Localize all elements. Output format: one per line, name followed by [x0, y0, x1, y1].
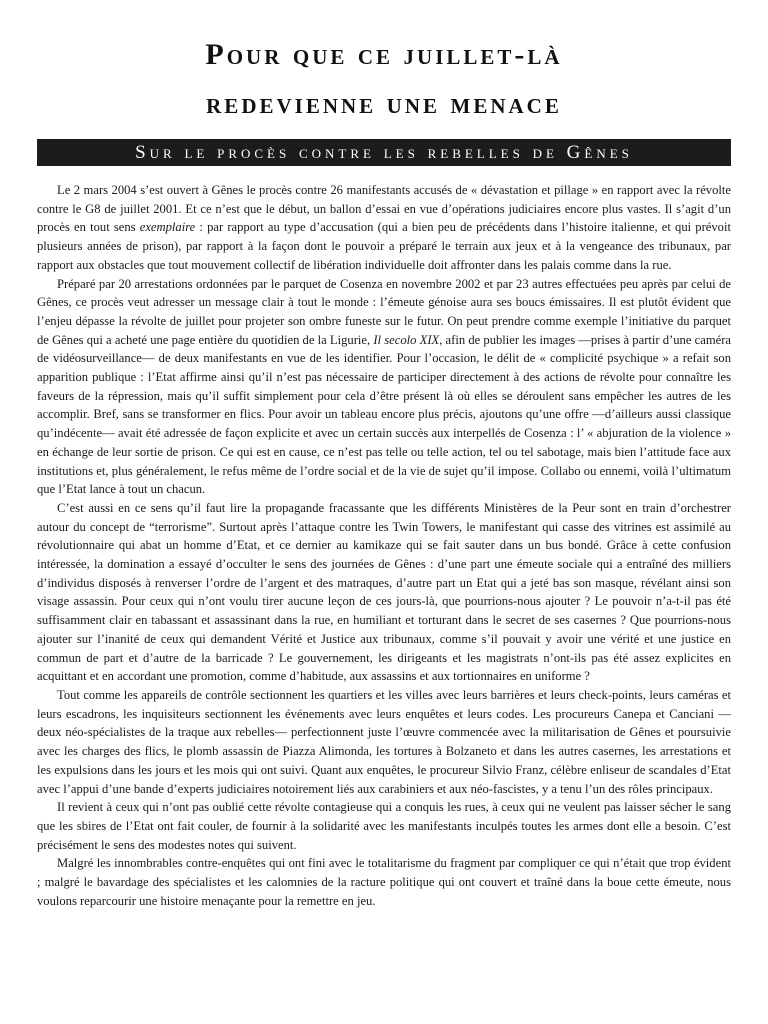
paragraph-1-text-a: Le 2 mars 2004 s’est ouvert à Gênes le procès contre 26 manifestants accusés de « dévastation et pillage » en rapport avec la révolte contre le G8 de juillet 2001. Et ce n’est que le début, un ballon d’essai en vue d’opérations judiciaires encore plus vastes. Il s’agit d’un procès en tout sens	[37, 183, 731, 235]
paragraph-2-text-b: , afin de publier les images —prises à partir d’une caméra de vidéosurveillance— de deux manifestants en vue de les identifier. Pour l’occasion, le délit de « complicité psychique » a refait son apparition publique : l’Etat affirme ainsi qu’il n’est pas nécessaire de participer directement à des actions de révolte pour connaître les faveurs de la répression, mais qu’il suffit simplement pour cela d’être présent là où elles se déroulent sans empêcher les autres de les accomplir. Bref, sans se transformer en flics. Pour avoir un tableau encore plus précis, ajoutons qu’une offre —d’ailleurs aussi classique qu’indécente— avait été adressée de façon explicite et avec un certain succès aux interpellés de Cosenza : l’ « abjuration de la violence » en échange de leur sortie de prison. Ce qui est en cause, ce n’est pas telle ou telle action, tel ou tel sabotage, mais bien l’attitude face aux institutions et, plus généralement, le refus même de l’ordre social et de la vie de sujet qu’il impose. Collabo ou ennemi, voilà l’ultimatum que l’Etat lance à tout un chacun.	[37, 332, 731, 497]
paragraph-6: Malgré les innombrables contre-enquêtes qui ont fini avec le totalitarisme du fragment par compliquer ce qui n’était que trop évident ; malgré le bavardage des spécialistes et les calomnies de la racture politique qui ont couvert et traîné dans la boue cette émeute, nous voulons reparcourir une histoire menaçante pour la remettre en jeu.	[37, 856, 731, 908]
paragraph-2-text-a: Préparé par 20 arrestations ordonnées par le parquet de Cosenza en novembre 2002 et par 23 autres effectuées peu après par celui de Gênes, ce procès veut adresser un message clair à tout le monde : l’émeute génoise aura ses boucs émissaires. Il est plutôt évident que l’enjeu dépasse la révolte de juillet pour projeter son ombre funeste sur le futur. On peut prendre comme exemple l’initiative du parquet de Gênes qui a acheté une page entière du quotidien de la Ligurie,	[37, 276, 731, 347]
subtitle-banner	[37, 139, 731, 166]
paragraph-3: C’est aussi en ce sens qu’il faut lire la propagande fracassante que les différents Ministères de la Peur sont en train d’orchestrer autour du concept de “terrorisme”. Surtout après l’attaque contre les Twin Towers, le manifestant qui casse des vitrines est assimilé au révolutionnaire qui abat un homme d’Etat, et ce dernier au kamikaze qui se fait sauter dans un bus bondé. Grâce à cette confusion intéressée, la domination a essayé d’occulter le sens des journées de Gênes : d’une part une émeute sociale qui a entraîné des milliers d’individus disposés à renverser l’ordre de l’argent et des matraques, d’autre part un Etat qui a jeté bas son masque, révélant ainsi son visage assassin. Pour ceux qui n’ont voulu tirer aucune leçon de ces jours-là, que pourrions-nous ajouter ? Le pouvoir n’a-t-il pas été suffisamment clair en tabassant et assassinant dans la rue, en humiliant et torturant dans le secret de ses casernes ? Que pourrions-nous ajouter sur l’inanité de ceux qui demandent Vérité et Justice aux tribunaux, comme s’il pouvait y avoir une vérité et une justice en commun de part et d’autre de la barricade ? Le gouvernement, les dirigeants et les magistrats n’ont-ils pas été assez explicites en acquittant et en accordant une promotion, comme d’habitude, aux assassins et aux tortionnaires en uniforme ?	[37, 500, 731, 684]
article-body	[37, 181, 731, 910]
paragraph-4: Tout comme les appareils de contrôle sectionnent les quartiers et les villes avec leurs barrières et leurs check-points, leurs caméras et leurs escadrons, les inquisiteurs sectionnent les événements avec leurs enquêtes et leurs codes. Les procureurs Canepa et Canciani —deux néo-spécialistes de la traque aux rebelles— perfectionnent juste l’œuvre commencée avec la militarisation de Gênes et poursuivie avec les charges des flics, le plomb assassin de Piazza Alimonda, les tortures à Bolzaneto et dans les autres casernes, les arrestations et les expulsions dans les jours et les mois qui ont suivi. Quant aux enquêtes, le procureur Silvio Franz, célèbre enliseur de scandales d’Etat avec l’appui d’une bande d’experts judiciaires notoirement liés aux carabiniers et aux néo-fascistes, y a tenu l’un des rôles principaux.	[37, 687, 731, 796]
paragraph-2	[37, 275, 731, 499]
title-line-1: Pour que ce juillet-là	[205, 38, 563, 71]
paragraph-2-emphasis: Il secolo XIX	[373, 332, 440, 347]
paragraph-5: Il revient à ceux qui n’ont pas oublié cette révolte contagieuse qui a conquis les rues, à ceux qui ne veulent pas laisser sécher le sang que les sbires de l’Etat ont fait couler, de fournir à la solidarité avec les manifestants inculpés toutes les armes dont elle a besoin. C’est précisément le sens des modestes notes qui suivent.	[37, 800, 731, 852]
page-title	[40, 30, 728, 128]
paragraph-1-emphasis: exemplaire	[139, 220, 196, 235]
paragraph-1-text-b: : par rapport au type d’accusation (qui a bien peu de précédents dans l’histoire italienne, et qui prévoit plusieurs années de prison), par rapport à la façon dont le pouvoir a préparé le terrain aux jeux et à la vengeance des tribunaux, par rapport aux obstacles que tout mouvement collectif de libération individuelle doit affronter dans les palais comme dans la rue.	[37, 220, 731, 272]
title-line-2: redevienne une menace	[206, 87, 562, 120]
subtitle-text: Sur le procès contre les rebelles de Gênes	[135, 142, 633, 163]
paragraph-1	[37, 181, 731, 275]
